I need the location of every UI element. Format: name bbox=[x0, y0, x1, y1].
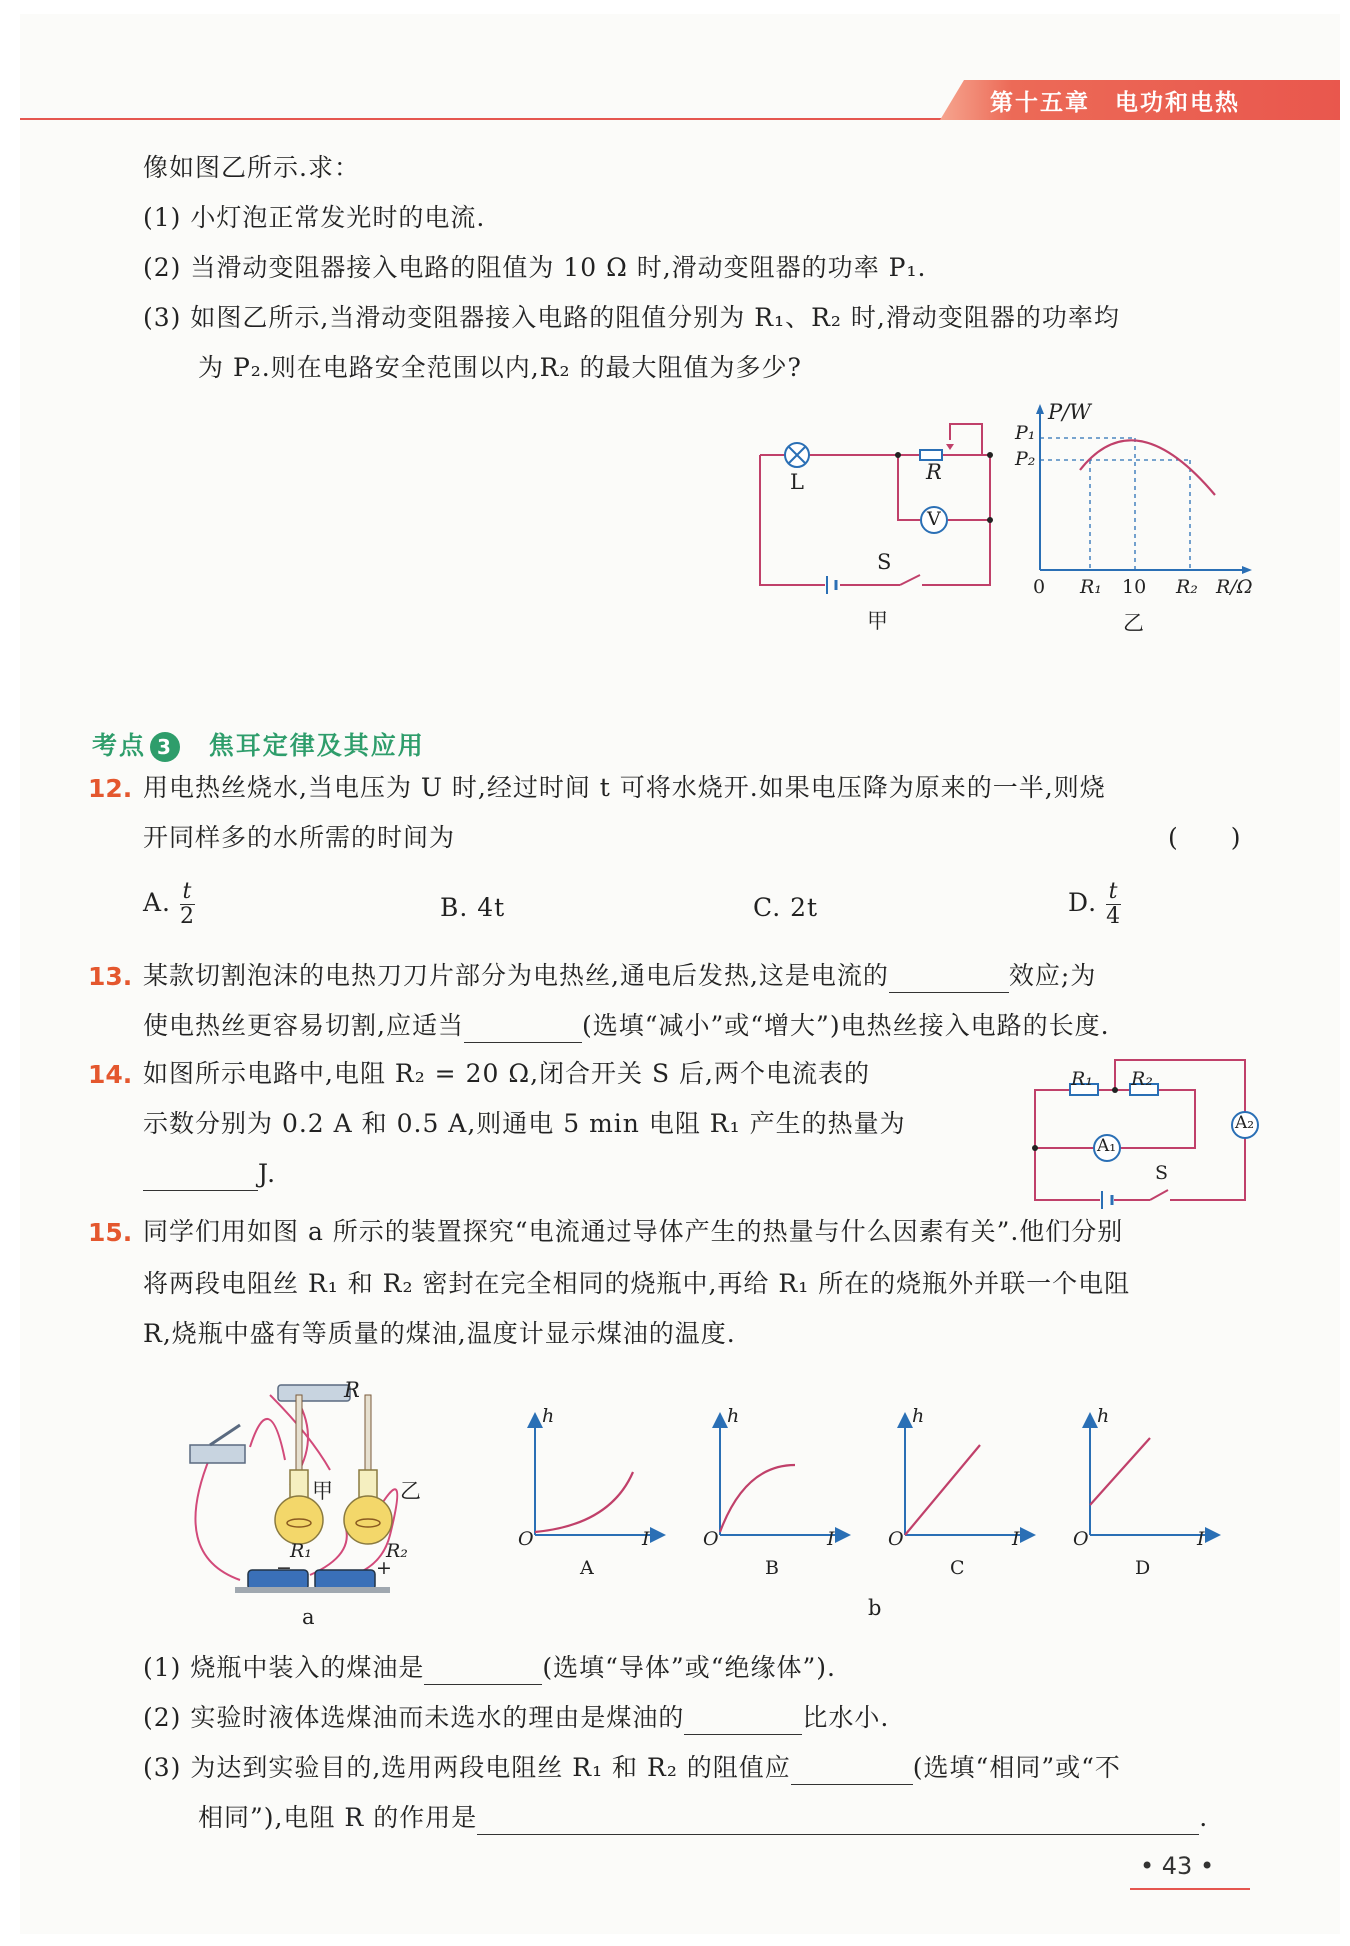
q12-option-a-label: A. bbox=[143, 888, 172, 918]
graph-2-origin: O bbox=[888, 1528, 904, 1550]
label-S: S bbox=[877, 550, 892, 574]
graph-0-ylabel: h bbox=[542, 1405, 555, 1427]
q13-blank-1[interactable] bbox=[889, 968, 1009, 993]
q15-part3-hint: (选填“相同”或“不 bbox=[912, 1753, 1121, 1782]
battery-icon bbox=[1102, 1191, 1112, 1209]
battery-icon bbox=[827, 576, 836, 594]
footer-rule bbox=[1130, 1888, 1250, 1890]
graph-0-label: A bbox=[580, 1557, 594, 1579]
caption-jia: 甲 bbox=[867, 609, 888, 633]
graph-xtick-R2: R₂ bbox=[1176, 576, 1198, 598]
q11-part3-line2: 为 P₂.则在电路安全范围以内,R₂ 的最大阻值为多少? bbox=[198, 353, 802, 382]
graph-1-ylabel: h bbox=[727, 1405, 740, 1427]
q13-line1 bbox=[143, 960, 1096, 993]
q14-line3 bbox=[143, 1158, 276, 1191]
q11-part1: (1) 小灯泡正常发光时的电流. bbox=[143, 203, 486, 232]
q14-label-A1: A₁ bbox=[1097, 1136, 1117, 1156]
q11-part2: (2) 当滑动变阻器接入电路的阻值为 10 Ω 时,滑动变阻器的功率 P₁. bbox=[143, 253, 927, 282]
q12-option-a-fraction bbox=[180, 880, 195, 929]
graph-1-label: B bbox=[765, 1557, 779, 1579]
curve-D bbox=[1090, 1438, 1150, 1505]
q13-number: 13. bbox=[88, 962, 133, 991]
q15-part3-end: . bbox=[1199, 1803, 1209, 1832]
graph-0-origin: O bbox=[518, 1528, 534, 1550]
apparatus-label-R1: R₁ bbox=[290, 1540, 312, 1562]
graph-3-origin: O bbox=[1073, 1528, 1089, 1550]
graph-1-xlabel: I bbox=[827, 1528, 835, 1550]
q15-part3-line1 bbox=[143, 1752, 1121, 1785]
label-L: L bbox=[790, 470, 804, 494]
label-R: R bbox=[926, 460, 942, 484]
q14-blank[interactable] bbox=[143, 1166, 258, 1191]
q13-blank-2[interactable] bbox=[464, 1018, 582, 1043]
section-heading bbox=[92, 726, 425, 762]
graph-P1: P₁ bbox=[1015, 422, 1036, 444]
q15-blank-4[interactable] bbox=[477, 1810, 1199, 1835]
section-prefix: 考点 bbox=[92, 731, 147, 760]
section-number: 3 bbox=[150, 732, 180, 762]
q14-label-A2: A₂ bbox=[1235, 1113, 1255, 1133]
graph-xtick-10: 10 bbox=[1122, 576, 1147, 598]
frac-den: 2 bbox=[179, 904, 195, 930]
graph-2-ylabel: h bbox=[912, 1405, 925, 1427]
chapter-title: 第十五章 电功和电热 bbox=[990, 90, 1240, 116]
q11-part3-line1: (3) 如图乙所示,当滑动变阻器接入电路的阻值分别为 R₁、R₂ 时,滑动变阻器的功率均 bbox=[143, 303, 1120, 332]
curve-B bbox=[720, 1465, 795, 1532]
graph-xtick-R1: R₁ bbox=[1080, 576, 1102, 598]
q13-text-a: 某款切割泡沫的电热刀刀片部分为电热丝,通电后发热,这是电流的 bbox=[143, 961, 889, 990]
q12-option-d[interactable] bbox=[1068, 880, 1121, 929]
q15-part1-hint: (选填“导体”或“绝缘体”). bbox=[542, 1653, 836, 1682]
q15-blank-3[interactable] bbox=[791, 1760, 913, 1785]
q15-part3-text: (3) 为达到实验目的,选用两段电阻丝 R₁ 和 R₂ 的阻值应 bbox=[143, 1753, 791, 1782]
graph-1-origin: O bbox=[703, 1528, 719, 1550]
page-number: • 43 • bbox=[1140, 1852, 1215, 1880]
q12-line2: 开同样多的水所需的时间为 bbox=[143, 823, 456, 852]
q11-intro: 像如图乙所示.求： bbox=[143, 153, 360, 182]
graph-P2: P₂ bbox=[1015, 448, 1036, 470]
q13-line2 bbox=[143, 1010, 1110, 1043]
q15-line3: R,烧瓶中盛有等质量的煤油,温度计显示煤油的温度. bbox=[143, 1319, 736, 1348]
resistor-R-icon bbox=[278, 1385, 350, 1401]
q14-label-R1: R₁ bbox=[1071, 1068, 1093, 1090]
flask-jia-icon bbox=[275, 1395, 323, 1544]
apparatus-label-plus: + bbox=[376, 1557, 392, 1579]
q12-line1: 用电热丝烧水,当电压为 U 时,经过时间 t 可将水烧开.如果电压降为原来的一半,则烧 bbox=[143, 773, 1106, 802]
q12-option-c[interactable]: C. 2t bbox=[753, 893, 819, 922]
q12-option-b[interactable]: B. 4t bbox=[440, 893, 506, 922]
q15-number: 15. bbox=[88, 1218, 133, 1247]
q15-blank-1[interactable] bbox=[424, 1660, 542, 1685]
apparatus-label-jia: 甲 bbox=[312, 1479, 333, 1503]
graph-xlabel: R/Ω bbox=[1216, 576, 1253, 598]
flask-yi-icon bbox=[344, 1395, 392, 1544]
q12-option-d-label: D. bbox=[1068, 888, 1098, 918]
q13-text-d: (选填“减小”或“增大”)电热丝接入电路的长度. bbox=[581, 1011, 1110, 1040]
apparatus-label-R2: R₂ bbox=[386, 1540, 408, 1562]
q14-number: 14. bbox=[88, 1060, 133, 1089]
q13-text-b: 效应;为 bbox=[1008, 961, 1097, 990]
switch-icon bbox=[190, 1445, 245, 1463]
lamp-icon bbox=[785, 443, 809, 467]
graph-2-label: C bbox=[950, 1557, 965, 1579]
q15-part1 bbox=[143, 1652, 836, 1685]
q12-number: 12. bbox=[88, 774, 133, 803]
q15-part2-text: (2) 实验时液体选煤油而未选水的理由是煤油的 bbox=[143, 1703, 685, 1732]
graph-0-xlabel: I bbox=[642, 1528, 650, 1550]
q12-option-d-fraction bbox=[1106, 880, 1121, 929]
q14-label-S: S bbox=[1155, 1162, 1169, 1184]
q15-part3-line2 bbox=[198, 1802, 1208, 1835]
q15-line1: 同学们用如图 a 所示的装置探究“电流通过导体产生的热量与什么因素有关”.他们分别 bbox=[143, 1217, 1124, 1246]
rheostat-icon bbox=[920, 450, 942, 460]
q15-part2-tail: 比水小. bbox=[802, 1703, 890, 1732]
graphs-figure-b bbox=[520, 1410, 1240, 1560]
q12-option-a[interactable] bbox=[143, 880, 195, 929]
q15-part1-text: (1) 烧瓶中装入的煤油是 bbox=[143, 1653, 425, 1682]
apparatus-label-minus: − bbox=[276, 1557, 292, 1579]
q15-line2: 将两段电阻丝 R₁ 和 R₂ 密封在完全相同的烧瓶中,再给 R₁ 所在的烧瓶外并联一个电阻 bbox=[143, 1269, 1131, 1298]
graph-yi bbox=[1030, 400, 1260, 600]
graphs-caption-b: b bbox=[868, 1596, 882, 1620]
caption-yi: 乙 bbox=[1123, 611, 1144, 635]
graph-3-xlabel: I bbox=[1197, 1528, 1205, 1550]
label-V: V bbox=[927, 508, 941, 530]
q15-part2 bbox=[143, 1702, 889, 1735]
graph-origin: 0 bbox=[1033, 576, 1046, 598]
q15-blank-2[interactable] bbox=[684, 1710, 802, 1735]
apparatus-label-R: R bbox=[344, 1378, 360, 1402]
q14-label-R2: R₂ bbox=[1131, 1068, 1153, 1090]
q12-answer-paren[interactable]: ( ) bbox=[1168, 823, 1242, 852]
graph-ylabel: P/W bbox=[1048, 400, 1091, 424]
graph-3-ylabel: h bbox=[1097, 1405, 1110, 1427]
q15-part3-text2: 相同”),电阻 R 的作用是 bbox=[198, 1803, 478, 1832]
graph-3-label: D bbox=[1135, 1557, 1151, 1579]
q14-unit: J. bbox=[258, 1159, 277, 1188]
apparatus-caption-a: a bbox=[302, 1605, 315, 1629]
frac-num: t bbox=[182, 879, 193, 904]
q13-text-c: 使电热丝更容易切割,应适当 bbox=[143, 1011, 464, 1040]
frac-num: t bbox=[1108, 879, 1119, 904]
apparatus-label-yi: 乙 bbox=[400, 1479, 421, 1503]
curve-A bbox=[535, 1472, 633, 1532]
q14-line2: 示数分别为 0.2 A 和 0.5 A,则通电 5 min 电阻 R₁ 产生的热量为 bbox=[143, 1109, 906, 1138]
q14-line1: 如图所示电路中,电阻 R₂ = 20 Ω,闭合开关 S 后,两个电流表的 bbox=[143, 1059, 870, 1088]
graph-2-xlabel: I bbox=[1012, 1528, 1020, 1550]
section-title: 焦耳定律及其应用 bbox=[208, 731, 425, 760]
frac-den: 4 bbox=[1106, 904, 1122, 930]
curve-C bbox=[905, 1445, 980, 1535]
